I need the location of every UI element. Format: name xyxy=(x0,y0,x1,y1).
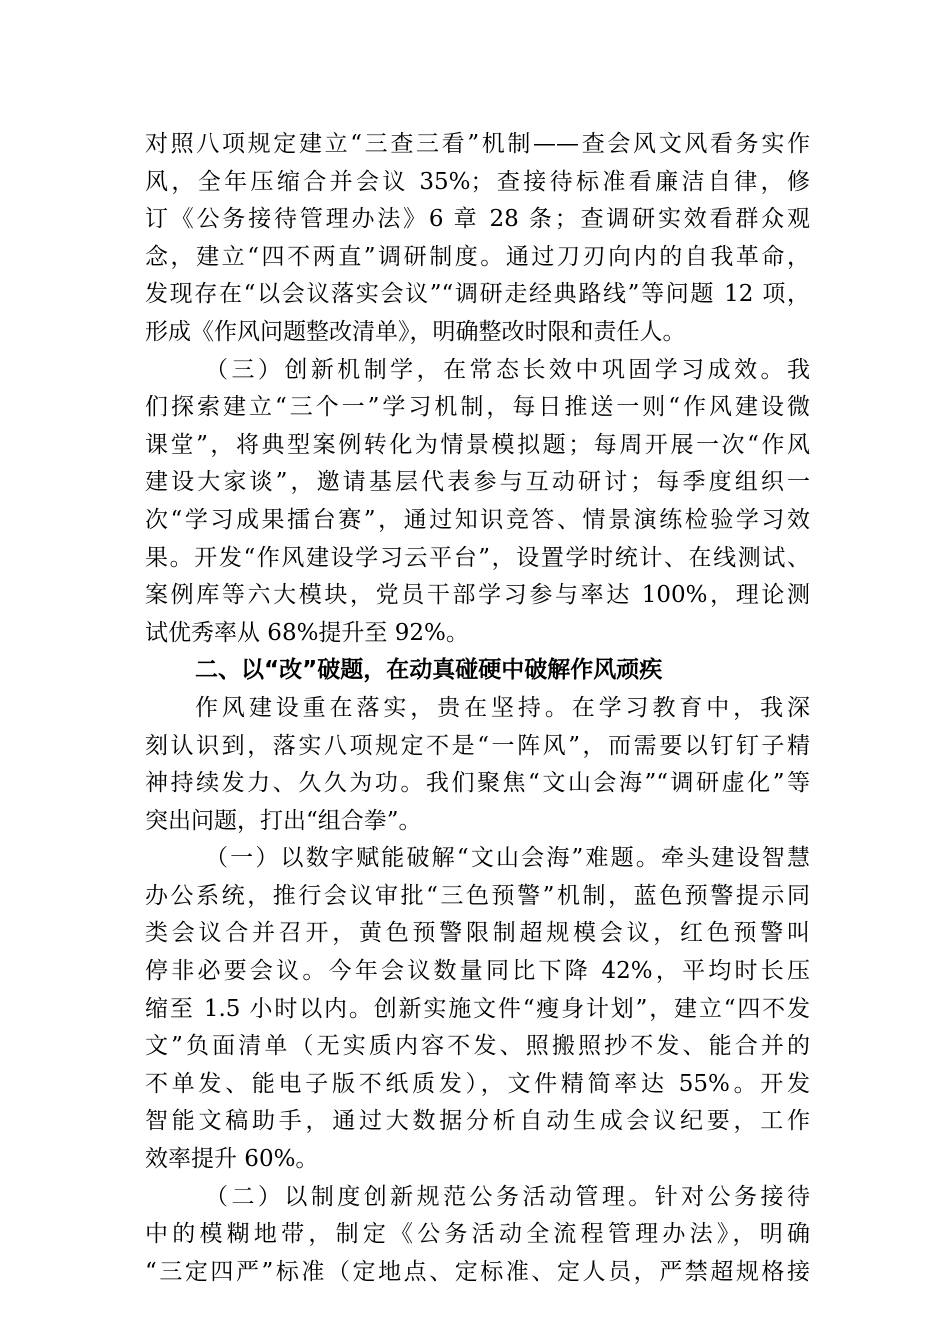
body-line: 念，建立“四不两直”调研制度。通过刀刃向内的自我革命， xyxy=(145,243,810,270)
body-line: 订《公务接待管理办法》6 章 28 条；查调研实效看群众观 xyxy=(145,206,810,233)
section-heading: 二、以“改”破题，在动真碰硬中破解作风顽疾 xyxy=(195,657,663,684)
body-line: 文”负面清单（无实质内容不发、照搬照抄不发、能合并的 xyxy=(145,1033,810,1060)
body-line: 刻认识到，落实八项规定不是“一阵风”，而需要以钉钉子精 xyxy=(145,732,810,759)
body-line: 次“学习成果擂台赛”，通过知识竞答、情景演练检验学习效 xyxy=(145,506,810,533)
document-body xyxy=(145,126,810,1291)
body-line: 们探索建立“三个一”学习机制，每日推送一则“作风建设微 xyxy=(145,394,810,421)
body-line: “三定四严”标准（定地点、定标准、定人员，严禁超规格接 xyxy=(145,1258,810,1285)
body-line: 不单发、能电子版不纸质发），文件精简率达 55%。开发 xyxy=(145,1070,810,1097)
subsection-heading-line: （一）以数字赋能破解“文山会海”难题。牵头建设智慧 xyxy=(205,845,810,872)
body-line: 智能文稿助手，通过大数据分析自动生成会议纪要，工作 xyxy=(145,1108,810,1135)
subsection-heading-line: （二）以制度创新规范公务活动管理。针对公务接待 xyxy=(205,1183,810,1210)
body-line: 突出问题，打出“组合拳”。 xyxy=(145,807,422,834)
body-line: 课堂”，将典型案例转化为情景模拟题；每周开展一次“作风 xyxy=(145,431,810,458)
body-line: 中的模糊地带，制定《公务活动全流程管理办法》，明确 xyxy=(145,1221,810,1248)
body-line: 类会议合并召开，黄色预警限制超规模会议，红色预警叫 xyxy=(145,920,810,947)
body-line: 案例库等六大模块，党员干部学习参与率达 100%，理论测 xyxy=(145,582,810,609)
body-line: 果。开发“作风建设学习云平台”，设置学时统计、在线测试、 xyxy=(145,544,810,571)
body-line: 形成《作风问题整改清单》，明确整改时限和责任人。 xyxy=(145,318,686,345)
subsection-heading-line: （三）创新机制学，在常态长效中巩固学习成效。我 xyxy=(205,356,810,383)
body-line: 神持续发力、久久为功。我们聚焦“文山会海”“调研虚化”等 xyxy=(145,770,810,797)
body-line: 作风建设重在落实，贵在坚持。在学习教育中，我深 xyxy=(195,694,810,721)
body-line: 试优秀率从 68%提升至 92%。 xyxy=(145,619,469,646)
body-line: 效率提升 60%。 xyxy=(145,1146,319,1173)
body-line: 缩至 1.5 小时以内。创新实施文件“瘦身计划”，建立“四不发 xyxy=(145,995,810,1022)
body-line: 发现存在“以会议落实会议”“调研走经典路线”等问题 12 项， xyxy=(145,281,810,308)
body-line: 停非必要会议。今年会议数量同比下降 42%，平均时长压 xyxy=(145,958,810,985)
body-line: 建设大家谈”，邀请基层代表参与互动研讨；每季度组织一 xyxy=(145,469,810,496)
body-line: 办公系统，推行会议审批“三色预警”机制，蓝色预警提示同 xyxy=(145,882,810,909)
body-line: 风，全年压缩合并会议 35%；查接待标准看廉洁自律，修 xyxy=(145,168,810,195)
body-line: 对照八项规定建立“三查三看”机制——查会风文风看务实作 xyxy=(145,131,810,157)
